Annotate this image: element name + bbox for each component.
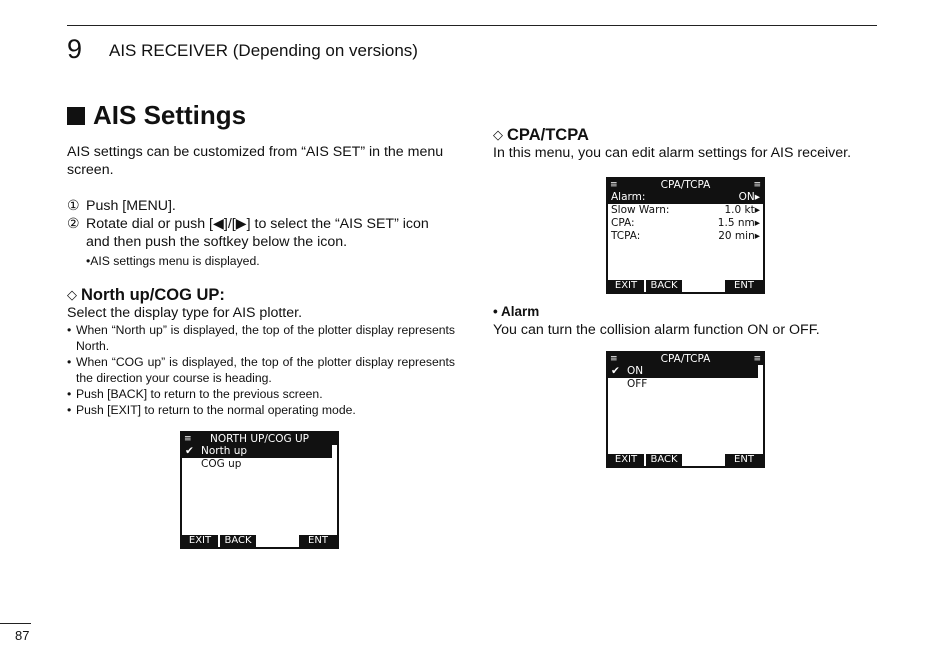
north-up-bullets xyxy=(67,322,455,418)
row-value: 1.5 nm▸ xyxy=(717,217,760,229)
bullet-text: When “COG up” is displayed, the top of the plotter display represents the direction your course is heading. xyxy=(76,355,455,385)
screen-item-label: North up xyxy=(201,445,248,457)
screen-item-cog-up[interactable] xyxy=(182,458,337,471)
screen-title-bar xyxy=(182,433,337,445)
screen-item-north-up[interactable] xyxy=(182,445,332,458)
screen-item-label: COG up xyxy=(201,458,242,470)
page-number: 87 xyxy=(15,628,30,643)
softkey-back[interactable]: BACK xyxy=(646,454,682,466)
screen-row-cpa[interactable] xyxy=(608,217,763,230)
section-title xyxy=(67,100,246,131)
menu-icon: ≡ xyxy=(753,354,761,364)
softkey-back[interactable]: BACK xyxy=(220,535,256,547)
bullet-text: Push [EXIT] to return to the normal operating mode. xyxy=(76,403,356,417)
row-value: 1.0 kt▸ xyxy=(724,204,760,216)
row-label: TCPA: xyxy=(611,230,641,242)
alarm-screen xyxy=(606,351,765,468)
softkey-ent[interactable]: ENT xyxy=(299,535,337,547)
cpa-heading xyxy=(493,126,878,144)
softkey-ent[interactable]: ENT xyxy=(725,280,763,292)
cpa-screen xyxy=(606,177,765,294)
bullet-icon: • xyxy=(67,403,72,417)
step-text: Rotate dial or push [◀]/[▶] to select the “AIS SET” icon and then push the softkey below the icon. xyxy=(86,216,429,250)
screen-item-on[interactable] xyxy=(608,365,758,378)
check-icon: ✔ xyxy=(611,365,620,377)
screen-item-off[interactable] xyxy=(608,378,763,391)
menu-icon: ≡ xyxy=(184,434,192,444)
screen-title: CPA/TCPA xyxy=(660,179,711,191)
cpa-desc: In this menu, you can edit alarm settings for AIS receiver. xyxy=(493,145,852,161)
screen-title-bar xyxy=(608,179,763,191)
diamond-icon: ◇ xyxy=(493,127,503,142)
list-item xyxy=(67,386,455,402)
north-up-screen xyxy=(180,431,339,549)
screen-row-alarm[interactable] xyxy=(608,191,763,204)
cpa-heading-text: CPA/TCPA xyxy=(507,126,589,144)
north-up-heading xyxy=(67,286,455,304)
softkey-exit[interactable]: EXIT xyxy=(608,454,644,466)
screen-row-tcpa[interactable] xyxy=(608,230,763,243)
softkey-exit[interactable]: EXIT xyxy=(608,280,644,292)
row-label: CPA: xyxy=(611,217,635,229)
step-number: ① xyxy=(67,198,80,214)
diamond-icon: ◇ xyxy=(67,287,77,302)
chapter-number: 9 xyxy=(67,34,83,64)
row-value: 20 min▸ xyxy=(718,230,760,242)
step-1 xyxy=(67,197,455,215)
left-column xyxy=(67,143,455,418)
screen-title: NORTH UP/COG UP xyxy=(210,433,309,445)
softkey-exit[interactable]: EXIT xyxy=(182,535,218,547)
check-icon: ✔ xyxy=(185,445,194,457)
cpa-section xyxy=(493,126,878,162)
alarm-desc: You can turn the collision alarm function ON or OFF. xyxy=(493,322,820,338)
alarm-heading: • Alarm xyxy=(493,304,540,319)
screen-title: CPA/TCPA xyxy=(660,353,711,365)
footer-rule xyxy=(0,623,31,624)
row-value: ON▸ xyxy=(738,191,760,203)
menu-icon: ≡ xyxy=(610,180,618,190)
bullet-text: When “North up” is displayed, the top of the plotter display represents North. xyxy=(76,323,455,353)
softkey-bar xyxy=(182,535,337,547)
menu-icon: ≡ xyxy=(610,354,618,364)
bullet-icon: • xyxy=(67,355,72,369)
header-rule xyxy=(67,25,877,26)
menu-icon: ≡ xyxy=(753,180,761,190)
screen-item-label: OFF xyxy=(627,378,648,390)
softkey-ent[interactable]: ENT xyxy=(725,454,763,466)
softkey-bar xyxy=(608,454,763,466)
softkey-back[interactable]: BACK xyxy=(646,280,682,292)
step-2 xyxy=(67,215,455,251)
row-label: Slow Warn: xyxy=(611,204,670,216)
screen-item-label: ON xyxy=(627,365,644,377)
north-up-desc: Select the display type for AIS plotter. xyxy=(67,305,303,321)
screen-title-bar xyxy=(608,353,763,365)
bullet-icon: • xyxy=(67,323,72,337)
list-item xyxy=(67,354,455,386)
bullet-icon: • xyxy=(67,387,72,401)
step-text: Push [MENU]. xyxy=(86,198,176,214)
section-title-text: AIS Settings xyxy=(93,100,247,130)
alarm-section xyxy=(493,303,878,339)
bullet-text: Push [BACK] to return to the previous screen. xyxy=(76,387,323,401)
intro-text: AIS settings can be customized from “AIS SET” in the menu screen. xyxy=(67,144,444,178)
step-note: •AIS settings menu is displayed. xyxy=(86,254,260,268)
list-item xyxy=(67,322,455,354)
softkey-bar xyxy=(608,280,763,292)
square-bullet-icon xyxy=(67,107,85,125)
step-number: ② xyxy=(67,216,80,232)
chapter-title: AIS RECEIVER (Depending on versions) xyxy=(109,41,418,60)
north-up-heading-text: North up/COG UP: xyxy=(81,286,225,304)
row-label: Alarm: xyxy=(611,191,646,203)
screen-row-slow-warn[interactable] xyxy=(608,204,763,217)
list-item xyxy=(67,402,455,418)
